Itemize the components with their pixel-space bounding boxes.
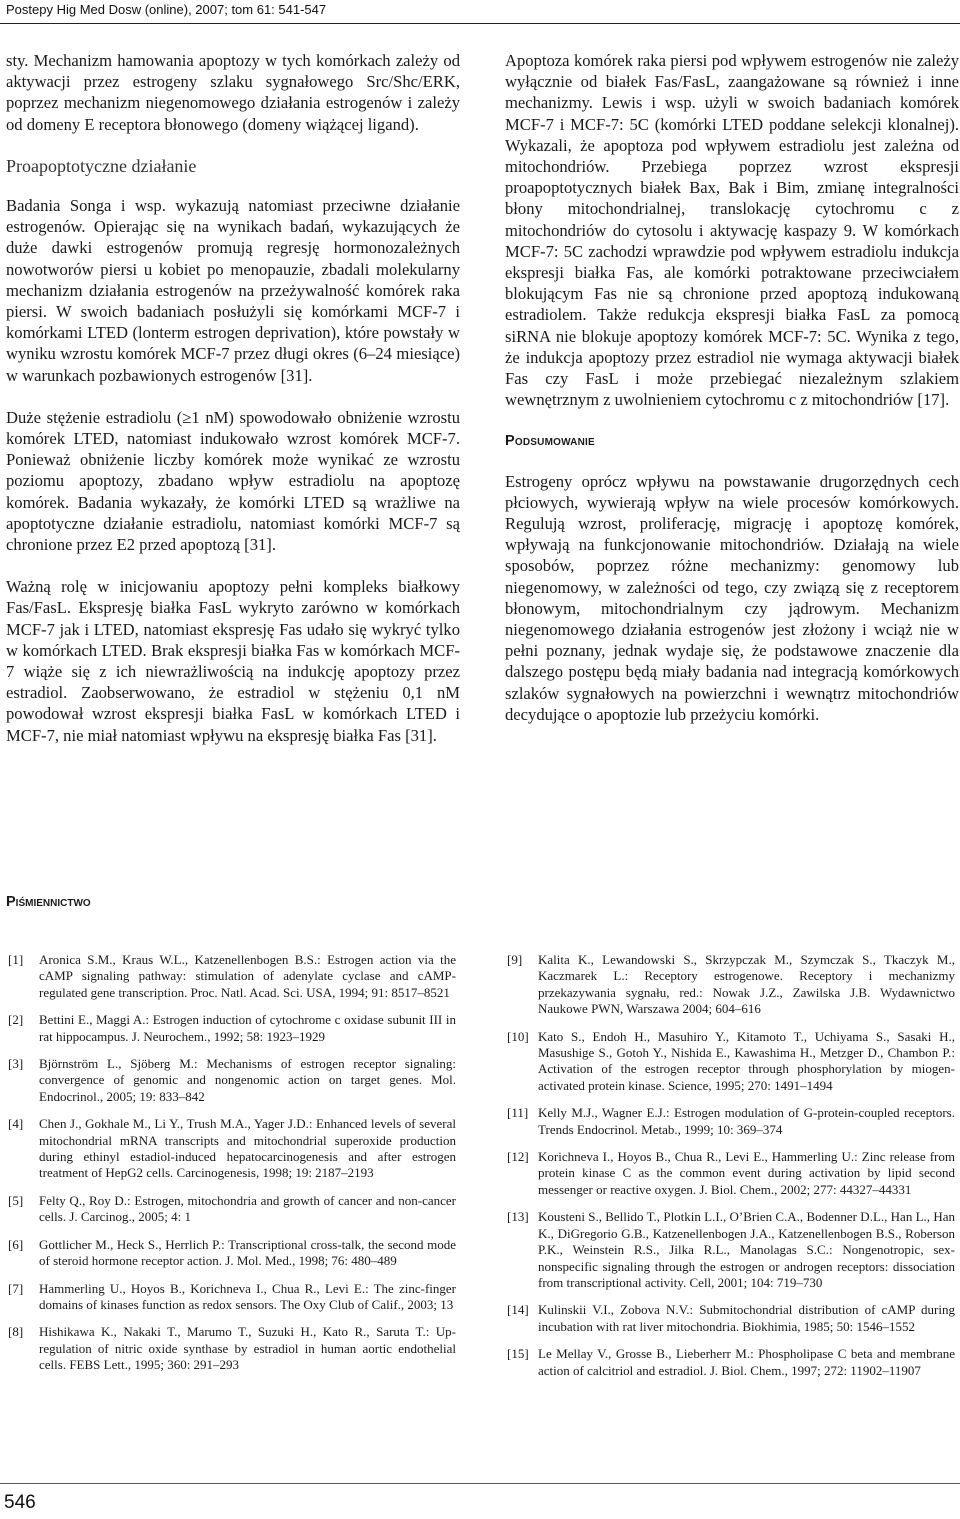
reference-item [8, 1237, 456, 1270]
references-heading: Piśmiennictwo [6, 894, 91, 910]
reference-text: Kato S., Endoh H., Masuhiro Y., Kitamoto T., Uchiyama S., Sasaki H., Masushige S., Gotoh Y., Nishida E., Kawashima H., Metzger D., Chambon P.: Activation of the estrogen receptor through phosphorylation by miogen-activated protein kinase. Science, 1995; 270: 1491–1494 [538, 1028, 955, 1093]
reference-text: Kousteni S., Bellido T., Plotkin L.I., O’Brien C.A., Bodenner D.L., Han L., Han K., DiGregorio G.B., Katzenellenbogen J.A., Katzenellenbogen B.S., Roberson P.K., Weinstein R.S., Jilka R.L., Manolagas S.C.: Nongenotropic, sex-nonspecific signaling through the estrogen or androgen receptors: dissociation from transcriptional activity. Cell, 2001; 104: 719–730 [538, 1209, 955, 1290]
reference-number: [1] [8, 952, 24, 967]
reference-text: Kulinskii V.I., Zobova N.V.: Submitochondrial distribution of cAMP during incubation with rat liver mitochondria. Biokhimia, 1985; 50: 1546–1552 [538, 1302, 955, 1334]
reference-number: [3] [8, 1056, 24, 1072]
reference-text: Hammerling U., Hoyos B., Korichneva I., Chua R., Levi E.: The zinc-finger domains of kinases function as redox sensors. The Oxy Club of Calif., 2003; 13 [39, 1280, 456, 1312]
reference-text: Aronica S.M., Kraus W.L., Katzenellenbogen B.S.: Estrogen action via the cAMP signaling pathway: stimulation of adenylate cyclase and cAMP-regulated gene transcription. Proc. Natl. Acad. Sci. USA, 1994; 91: 8517–8521 [39, 952, 456, 1000]
reference-number: [15] [507, 1346, 529, 1362]
reference-number: [8] [8, 1324, 24, 1340]
header-rule [0, 23, 960, 24]
reference-item [507, 1105, 955, 1138]
reference-number: [11] [507, 1105, 529, 1121]
reference-text: Le Mellay V., Grosse B., Lieberherr M.: Phospholipase C beta and membrane action of calcitriol and estradiol. J. Biol. Chem., 1997; 272: 11902–11907 [538, 1346, 955, 1378]
reference-item [507, 1346, 955, 1379]
section-heading: Proapoptotyczne działanie [6, 155, 197, 176]
reference-number: [10] [507, 1028, 529, 1044]
reference-text: Korichneva I., Hoyos B., Chua R., Levi E., Hammerling U.: Zinc release from protein kinase C as the common event during activation by lipid second messenger or reactive oxygen. J. Biol. Chem., 2002; 277: 44327–44331 [538, 1149, 955, 1197]
reference-number: [7] [8, 1280, 24, 1296]
paragraph: sty. Mechanizm hamowania apoptozy w tych komórkach zależy od aktywacji przez estrogeny szlaku sygnałowego Src/Shc/ERK, poprzez mechanizm niegenomowego działania estrogenów i zależy od domeny E receptora błonowego (domeny wiążącej ligand). [6, 51, 460, 134]
reference-item [8, 1324, 456, 1373]
reference-text: Felty Q., Roy D.: Estrogen, mitochondria and growth of cancer and non-cancer cells. J. Carcinog., 2005; 4: 1 [39, 1192, 456, 1225]
reference-text: Bettini E., Maggi A.: Estrogen induction of cytochrome c oxidase subunit III in rat hippocampus. J. Neurochem., 1992; 58: 1923–1929 [39, 1012, 456, 1044]
page-number: 546 [4, 1492, 36, 1513]
reference-number: [14] [507, 1302, 529, 1318]
reference-text: Kalita K., Lewandowski S., Skrzypczak M., Szymczak S., Tkaczyk M., Kaczmarek L.: Receptory estrogenowe. Receptory i mechanizmy przekazywania sygnału, red.: Nowak J.Z., Zawilska J.B. Wydawnictwo Naukowe PWN, Warszawa 2004; 604–616 [538, 952, 955, 1017]
reference-item [507, 1149, 955, 1198]
reference-number: [2] [8, 1012, 24, 1028]
reference-number: [4] [8, 1116, 24, 1132]
reference-text: Hishikawa K., Nakaki T., Marumo T., Suzuki H., Kato R., Saruta T.: Up-regulation of nitric oxide synthase by estradiol in human aortic endothelial cells. FEBS Lett., 1995; 360: 291–293 [39, 1324, 456, 1373]
paragraph: Apoptoza komórek raka piersi pod wpływem estrogenów nie zależy wyłącznie od białek Fas/FasL, zaangażowane są również i inne mechanizmy. Lewis i wsp. użyli w swoich badaniach komórek MCF-7 i MCF-7: 5C (komórki LTED poddane selekcji klonalnej). Wykazali, że apoptoza pod wpływem estradiolu jest zależna od mitochondriów. Przebiega poprzez wzrost ekspresji proapoptotycznych białek Bax, Bak i Bim, zmianę integralności błony mitochondrialnej, translokację cytochromu c z mitochondriów do cytosolu i aktywację kaspazy 9. W komórkach MCF-7: 5C zachodzi wprawdzie pod wpływem estradiolu indukcja ekspresji białka Fas, ale komórki potraktowane przeciwciałem blokującym Fas nie są chronione przed apoptozą indukowaną estradiolem. Także redukcja ekspresji białka FasL za pomocą siRNA nie blokuje apoptozy komórek MCF-7: 5C. Wynika z tego, że indukcja apoptozy przez estradiol nie wymaga aktywacji białek Fas czy FasL i może przebiegać niezależnym szlakiem wewnętrznym z uwolnieniem cytochromu c z mitochondriów [17]. [505, 51, 959, 410]
reference-item [8, 1193, 456, 1226]
section-heading: Podsumowanie [505, 433, 595, 450]
reference-item [8, 1012, 456, 1045]
references-left [8, 952, 456, 1385]
right-column [505, 50, 959, 746]
reference-number: [6] [8, 1236, 24, 1252]
reference-item [507, 952, 955, 1018]
reference-number: [13] [507, 1209, 529, 1225]
reference-text: Chen J., Gokhale M., Li Y., Trush M.A., Yager J.D.: Enhanced levels of several mitochondrial mRNA transcripts and mitochondrial superoxide production during ethinyl estadiol-induced hepatocarcinogenesis and after estrogen treatment of HepG2 cells. Carcinogenesis, 1998; 19: 2187–2193 [39, 1116, 456, 1181]
reference-text: Kelly M.J., Wagner E.J.: Estrogen modulation of G-protein-coupled receptors. Trends Endocrinol. Metab., 1999; 10: 369–374 [538, 1105, 955, 1137]
paragraph: Duże stężenie estradiolu (≥1 nM) spowodowało obniżenie wzrostu komórek LTED, natomiast indukowało wzrost komórek MCF-7. Ponieważ obniżenie liczby komórek może wynikać ze wzrostu poziomu apoptozy, zbadano wpływ estradiolu na apoptozę komórek. Badania wykazały, że komórki LTED są wrażliwe na apoptotyczne działanie estradiolu, natomiast komórki MCF-7 są chronione przez E2 przed apoptozą [31]. [6, 407, 460, 555]
paragraph: Ważną rolę w inicjowaniu apoptozy pełni kompleks białkowy Fas/FasL. Ekspresję białka FasL wykryto zarówno w komórkach MCF-7 jak i LTED, natomiast ekspresję Fas udało się wykryć tylko w komórkach LTED. Brak ekspresji białka Fas w komórkach MCF-7 wiąże się z ich niewrażliwością na indukcję apoptozy przez estradiol. Zaobserwowano, że estradiol w stężeniu 0,1 nM powodował wzrost ekspresji białka FasL w komórkach LTED i MCF-7, nie miał natomiast wpływu na ekspresję białka Fas [31]. [6, 577, 460, 745]
reference-item [8, 1056, 456, 1105]
reference-item [507, 1029, 955, 1095]
reference-item [507, 1302, 955, 1335]
references-right [507, 952, 955, 1390]
reference-item [507, 1209, 955, 1291]
reference-item [8, 1281, 456, 1314]
reference-number: [12] [507, 1149, 529, 1165]
paragraph: Badania Songa i wsp. wykazują natomiast przeciwne działanie estrogenów. Opierając się na wynikach badań, wykazujących że duże dawki estrogenów promują regresję hormonozależnych nowotworów piersi u kobiet po menopauzie, zbadali molekularny mechanizm działania estrogenów na przeżywalność komórek raka piersi. W swoich badaniach posłużyli się komórkami MCF-7 i komórkami LTED (lonterm estrogen deprivation), które powstały w wyniku wzrostu komórek MCF-7 przez długi okres (6–24 miesiące) w warunkach pozbawionych estrogenów [31]. [6, 196, 460, 385]
reference-text: Gottlicher M., Heck S., Herrlich P.: Transcriptional cross-talk, the second mode of steroid hormone receptor action. J. Mol. Med., 1998; 76: 480–489 [39, 1236, 456, 1269]
page-header [0, 0, 960, 44]
reference-number: [5] [8, 1192, 24, 1208]
journal-citation: Postepy Hig Med Dosw (online), 2007; tom 61: 541-547 [6, 2, 327, 17]
reference-item [8, 1116, 456, 1182]
reference-number: [9] [507, 952, 523, 967]
footer-rule [0, 1483, 960, 1484]
reference-text: Björnström L., Sjöberg M.: Mechanisms of estrogen receptor signaling: convergence of genomic and nongenomic action on target genes. Mol. Endocrinol., 2005; 19: 833–842 [39, 1056, 456, 1104]
left-column [6, 50, 460, 767]
reference-item [8, 952, 456, 1001]
paragraph: Estrogeny oprócz wpływu na powstawanie drugorzędnych cech płciowych, wywierają wpływ na wiele procesów komórkowych. Regulują wzrost, proliferację, migrację i apoptozę komórek, wpływają na funkcjonowanie mitochondriów. Działają na wiele sposobów, poprzez różne mechanizmy: genomowy lub niegenomowy, w zależności od tego, czy związą się z receptorem błonowym, mitochondrialnym czy jądrowym. Mechanizm niegenomowego działania estrogenów jest złożony i wciąż nie w pełni poznany, jednak wydaje się, że podstawowe znaczenie dla dalszego postępu będą miały badania nad integracją komórkowych szlaków sygnałowych na powierzchni i wewnątrz mitochondriów decydujące o apoptozie lub przeżyciu komórki. [505, 471, 959, 724]
